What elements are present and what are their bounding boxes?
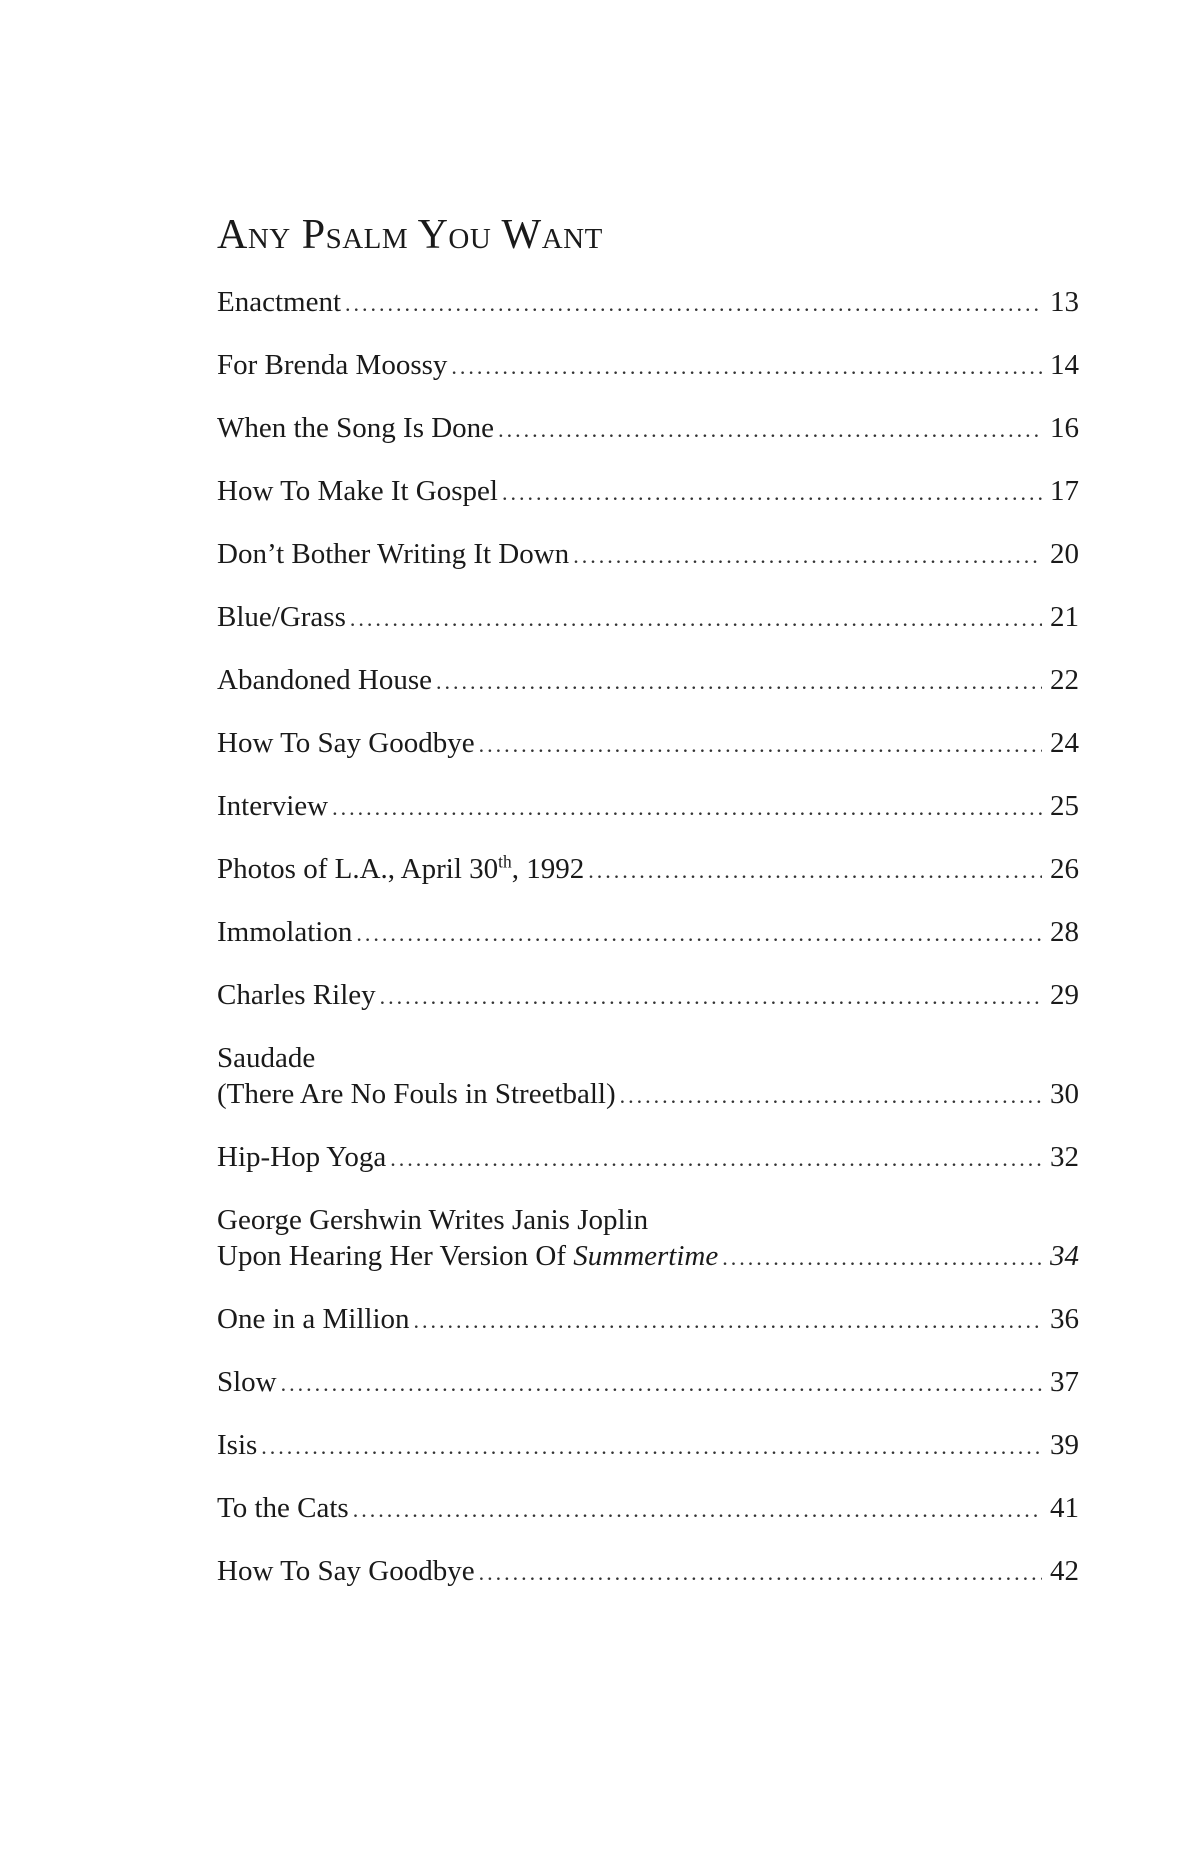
toc-title: How To Say Goodbye	[217, 727, 475, 759]
toc-title-part: Upon Hearing Her Version Of	[217, 1240, 574, 1272]
dot-leader	[332, 790, 1042, 826]
toc-page-number: 41	[1050, 1492, 1079, 1524]
toc-entry-isis	[217, 1427, 1079, 1463]
toc-line	[217, 1301, 1079, 1337]
toc-entry-how-to-say-goodbye-2	[217, 1553, 1079, 1589]
dot-leader	[479, 727, 1042, 763]
toc-title: How To Make It Gospel	[217, 475, 498, 507]
toc-title: How To Say Goodbye	[217, 1555, 475, 1587]
toc-entry-saudade	[217, 1040, 1079, 1112]
toc-entry-to-the-cats	[217, 1490, 1079, 1526]
toc-page-number: 24	[1050, 727, 1079, 759]
toc-entry-when-the-song-is-done	[217, 410, 1079, 446]
toc-line	[217, 1076, 1079, 1112]
toc-line	[217, 284, 1079, 320]
table-of-contents	[217, 284, 1079, 1616]
toc-page-number: 25	[1050, 790, 1079, 822]
toc-line	[217, 410, 1079, 446]
toc-page-number: 29	[1050, 979, 1079, 1011]
section-title: Any Psalm You Want	[217, 212, 603, 258]
dot-leader	[350, 601, 1042, 637]
toc-title: Isis	[217, 1429, 258, 1461]
toc-title: One in a Million	[217, 1303, 410, 1335]
toc-entry-for-brenda-moossy	[217, 347, 1079, 383]
dot-leader	[588, 853, 1042, 889]
toc-entry-charles-riley	[217, 977, 1079, 1013]
toc-page-number: 20	[1050, 538, 1079, 570]
toc-title: For Brenda Moossy	[217, 349, 448, 381]
dot-leader	[498, 412, 1042, 448]
dot-leader	[281, 1366, 1042, 1402]
toc-line	[217, 347, 1079, 383]
dot-leader	[390, 1141, 1042, 1177]
toc-entry-how-to-say-goodbye	[217, 725, 1079, 761]
toc-page-number: 13	[1050, 286, 1079, 318]
toc-title: Charles Riley	[217, 979, 376, 1011]
toc-page-number: 26	[1050, 853, 1079, 885]
toc-entry-interview	[217, 788, 1079, 824]
toc-title: Don’t Bother Writing It Down	[217, 538, 570, 570]
toc-title: Interview	[217, 790, 329, 822]
toc-title-italic-part: Summertime	[573, 1240, 719, 1272]
dot-leader	[380, 979, 1042, 1015]
toc-entry-photos-of-la	[217, 851, 1079, 887]
toc-line	[217, 1490, 1079, 1526]
toc-line	[217, 1553, 1079, 1589]
dot-leader	[502, 475, 1042, 511]
toc-page-number: 32	[1050, 1141, 1079, 1173]
toc-line	[217, 914, 1079, 950]
toc-line	[217, 536, 1079, 572]
toc-title: Abandoned House	[217, 664, 433, 696]
toc-entry-hip-hop-yoga	[217, 1139, 1079, 1175]
ordinal-suffix: th	[498, 851, 512, 872]
toc-title	[217, 1238, 722, 1274]
dot-leader	[345, 286, 1042, 322]
toc-page-number: 17	[1050, 475, 1079, 507]
toc-line	[217, 851, 1079, 887]
toc-title: Hip-Hop Yoga	[217, 1141, 387, 1173]
toc-title: Immolation	[217, 916, 353, 948]
toc-title: When the Song Is Done	[217, 412, 495, 444]
toc-title	[217, 851, 588, 887]
toc-title-line1: George Gershwin Writes Janis Joplin	[217, 1204, 649, 1236]
toc-title: Enactment	[217, 286, 342, 318]
toc-line	[217, 1427, 1079, 1463]
toc-title-part: , 1992	[511, 853, 585, 885]
toc-line	[217, 725, 1079, 761]
dot-leader	[261, 1429, 1042, 1465]
toc-page-number: 42	[1050, 1555, 1079, 1587]
toc-entry-abandoned-house	[217, 662, 1079, 698]
toc-page-number: 36	[1050, 1303, 1079, 1335]
dot-leader	[356, 916, 1042, 952]
toc-title: To the Cats	[217, 1492, 349, 1524]
dot-leader	[722, 1240, 1042, 1276]
dot-leader	[436, 664, 1042, 700]
toc-page-number: 21	[1050, 601, 1079, 633]
toc-page-number: 16	[1050, 412, 1079, 444]
toc-entry-george-gershwin	[217, 1202, 1079, 1274]
dot-leader	[573, 538, 1042, 574]
dot-leader	[620, 1078, 1042, 1114]
toc-page-number: 39	[1050, 1429, 1079, 1461]
toc-line	[217, 977, 1079, 1013]
toc-entry-one-in-a-million	[217, 1301, 1079, 1337]
toc-title-line1: Saudade	[217, 1042, 316, 1074]
toc-line	[217, 1364, 1079, 1400]
toc-entry-slow	[217, 1364, 1079, 1400]
toc-line	[217, 1238, 1079, 1274]
toc-page-number: 30	[1050, 1078, 1079, 1110]
toc-entry-immolation	[217, 914, 1079, 950]
toc-page-number: 37	[1050, 1366, 1079, 1398]
toc-page-number: 14	[1050, 349, 1079, 381]
dot-leader	[479, 1555, 1042, 1591]
toc-line	[217, 599, 1079, 635]
toc-line	[217, 788, 1079, 824]
dot-leader	[414, 1303, 1042, 1339]
toc-entry-enactment	[217, 284, 1079, 320]
toc-title-part: Photos of L.A., April 30	[217, 853, 499, 885]
toc-line	[217, 473, 1079, 509]
toc-page-number: 34	[1050, 1240, 1079, 1272]
toc-title: (There Are No Fouls in Streetball)	[217, 1078, 616, 1110]
dot-leader	[451, 349, 1042, 385]
toc-entry-blue-grass	[217, 599, 1079, 635]
dot-leader	[353, 1492, 1042, 1528]
toc-title: Slow	[217, 1366, 277, 1398]
toc-page-number: 28	[1050, 916, 1079, 948]
toc-line	[217, 662, 1079, 698]
toc-title: Blue/Grass	[217, 601, 346, 633]
toc-line	[217, 1139, 1079, 1175]
toc-page-number: 22	[1050, 664, 1079, 696]
toc-entry-how-to-make-it-gospel	[217, 473, 1079, 509]
toc-entry-dont-bother-writing-it-down	[217, 536, 1079, 572]
